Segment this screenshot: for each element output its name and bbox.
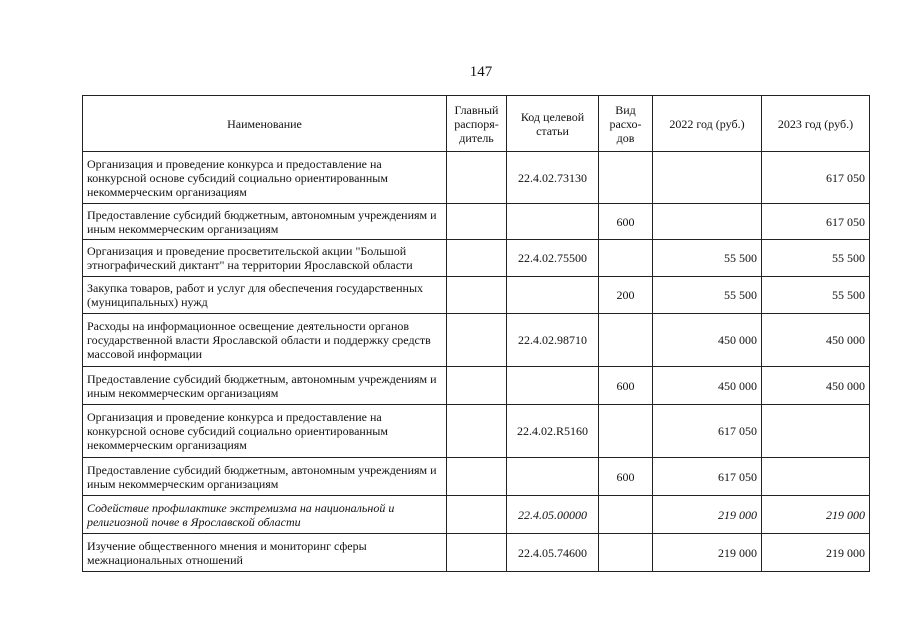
header-year-2023: 2023 год (руб.) [762,96,870,152]
cell-year-2023 [762,405,870,458]
cell-expense-type [599,314,653,367]
cell-expense-type: 200 [599,277,653,314]
table-row [83,152,870,204]
cell-main-manager [447,314,507,367]
header-expense-type: Вид расхо-дов [599,96,653,152]
cell-expense-type [599,534,653,572]
cell-target-code [507,367,599,405]
cell-expense-type [599,240,653,277]
cell-year-2022: 450 000 [653,367,762,405]
cell-year-2023: 450 000 [762,314,870,367]
header-name: Наименование [83,96,447,152]
cell-year-2023: 617 050 [762,152,870,204]
cell-main-manager [447,240,507,277]
table-row [83,314,870,367]
table-row [83,204,870,240]
cell-year-2022 [653,152,762,204]
cell-name: Предоставление субсидий бюджетным, автономным учреждениям и иным некоммерческим организациям [83,204,447,240]
cell-year-2022: 55 500 [653,240,762,277]
cell-expense-type: 600 [599,204,653,240]
header-target-code: Код целевой статьи [507,96,599,152]
cell-name: Содействие профилактике экстремизма на национальной и религиозной почве в Ярославской области [83,496,447,534]
table-row [83,534,870,572]
cell-target-code: 22.4.02.75500 [507,240,599,277]
header-year-2022: 2022 год (руб.) [653,96,762,152]
cell-name: Организация и проведение конкурса и предоставление на конкурсной основе субсидий социально ориентированным некоммерческим организациям [83,405,447,458]
cell-year-2022: 219 000 [653,496,762,534]
cell-expense-type [599,152,653,204]
cell-name: Организация и проведение конкурса и предоставление на конкурсной основе субсидий социально ориентированным некоммерческим организациям [83,152,447,204]
cell-main-manager [447,152,507,204]
cell-year-2022: 617 050 [653,458,762,496]
cell-year-2023 [762,458,870,496]
cell-year-2023: 55 500 [762,277,870,314]
table-header-row [83,96,870,152]
cell-name: Расходы на информационное освещение деятельности органов государственной власти Ярославской области и поддержку средств массовой информации [83,314,447,367]
cell-target-code: 22.4.05.00000 [507,496,599,534]
cell-year-2022: 450 000 [653,314,762,367]
table-row [83,496,870,534]
cell-main-manager [447,367,507,405]
cell-name: Закупка товаров, работ и услуг для обеспечения государственных (муниципальных) нужд [83,277,447,314]
cell-target-code: 22.4.02.98710 [507,314,599,367]
cell-name: Предоставление субсидий бюджетным, автономным учреждениям и иным некоммерческим организациям [83,458,447,496]
cell-main-manager [447,405,507,458]
cell-target-code [507,277,599,314]
cell-expense-type: 600 [599,458,653,496]
table-row [83,367,870,405]
cell-expense-type [599,405,653,458]
cell-main-manager [447,496,507,534]
cell-main-manager [447,277,507,314]
budget-table [82,95,870,572]
table-row [83,277,870,314]
cell-name: Предоставление субсидий бюджетным, автономным учреждениям и иным некоммерческим организациям [83,367,447,405]
cell-target-code: 22.4.05.74600 [507,534,599,572]
cell-main-manager [447,204,507,240]
cell-year-2023: 617 050 [762,204,870,240]
cell-year-2022: 617 050 [653,405,762,458]
table-row [83,240,870,277]
cell-expense-type [599,496,653,534]
cell-year-2023: 55 500 [762,240,870,277]
cell-main-manager [447,534,507,572]
cell-name: Изучение общественного мнения и мониторинг сферы межнациональных отношений [83,534,447,572]
cell-expense-type: 600 [599,367,653,405]
cell-year-2023: 219 000 [762,534,870,572]
cell-target-code [507,458,599,496]
cell-name: Организация и проведение просветительской акции "Большой этнографический диктант" на территории Ярославской области [83,240,447,277]
header-main-manager: Главный распоря-дитель [447,96,507,152]
table-row [83,458,870,496]
cell-year-2022: 219 000 [653,534,762,572]
cell-year-2022 [653,204,762,240]
cell-main-manager [447,458,507,496]
cell-target-code: 22.4.02.73130 [507,152,599,204]
cell-year-2023: 219 000 [762,496,870,534]
page-number: 147 [469,64,493,80]
table-row [83,405,870,458]
cell-year-2023: 450 000 [762,367,870,405]
cell-target-code: 22.4.02.R5160 [507,405,599,458]
cell-year-2022: 55 500 [653,277,762,314]
cell-target-code [507,204,599,240]
